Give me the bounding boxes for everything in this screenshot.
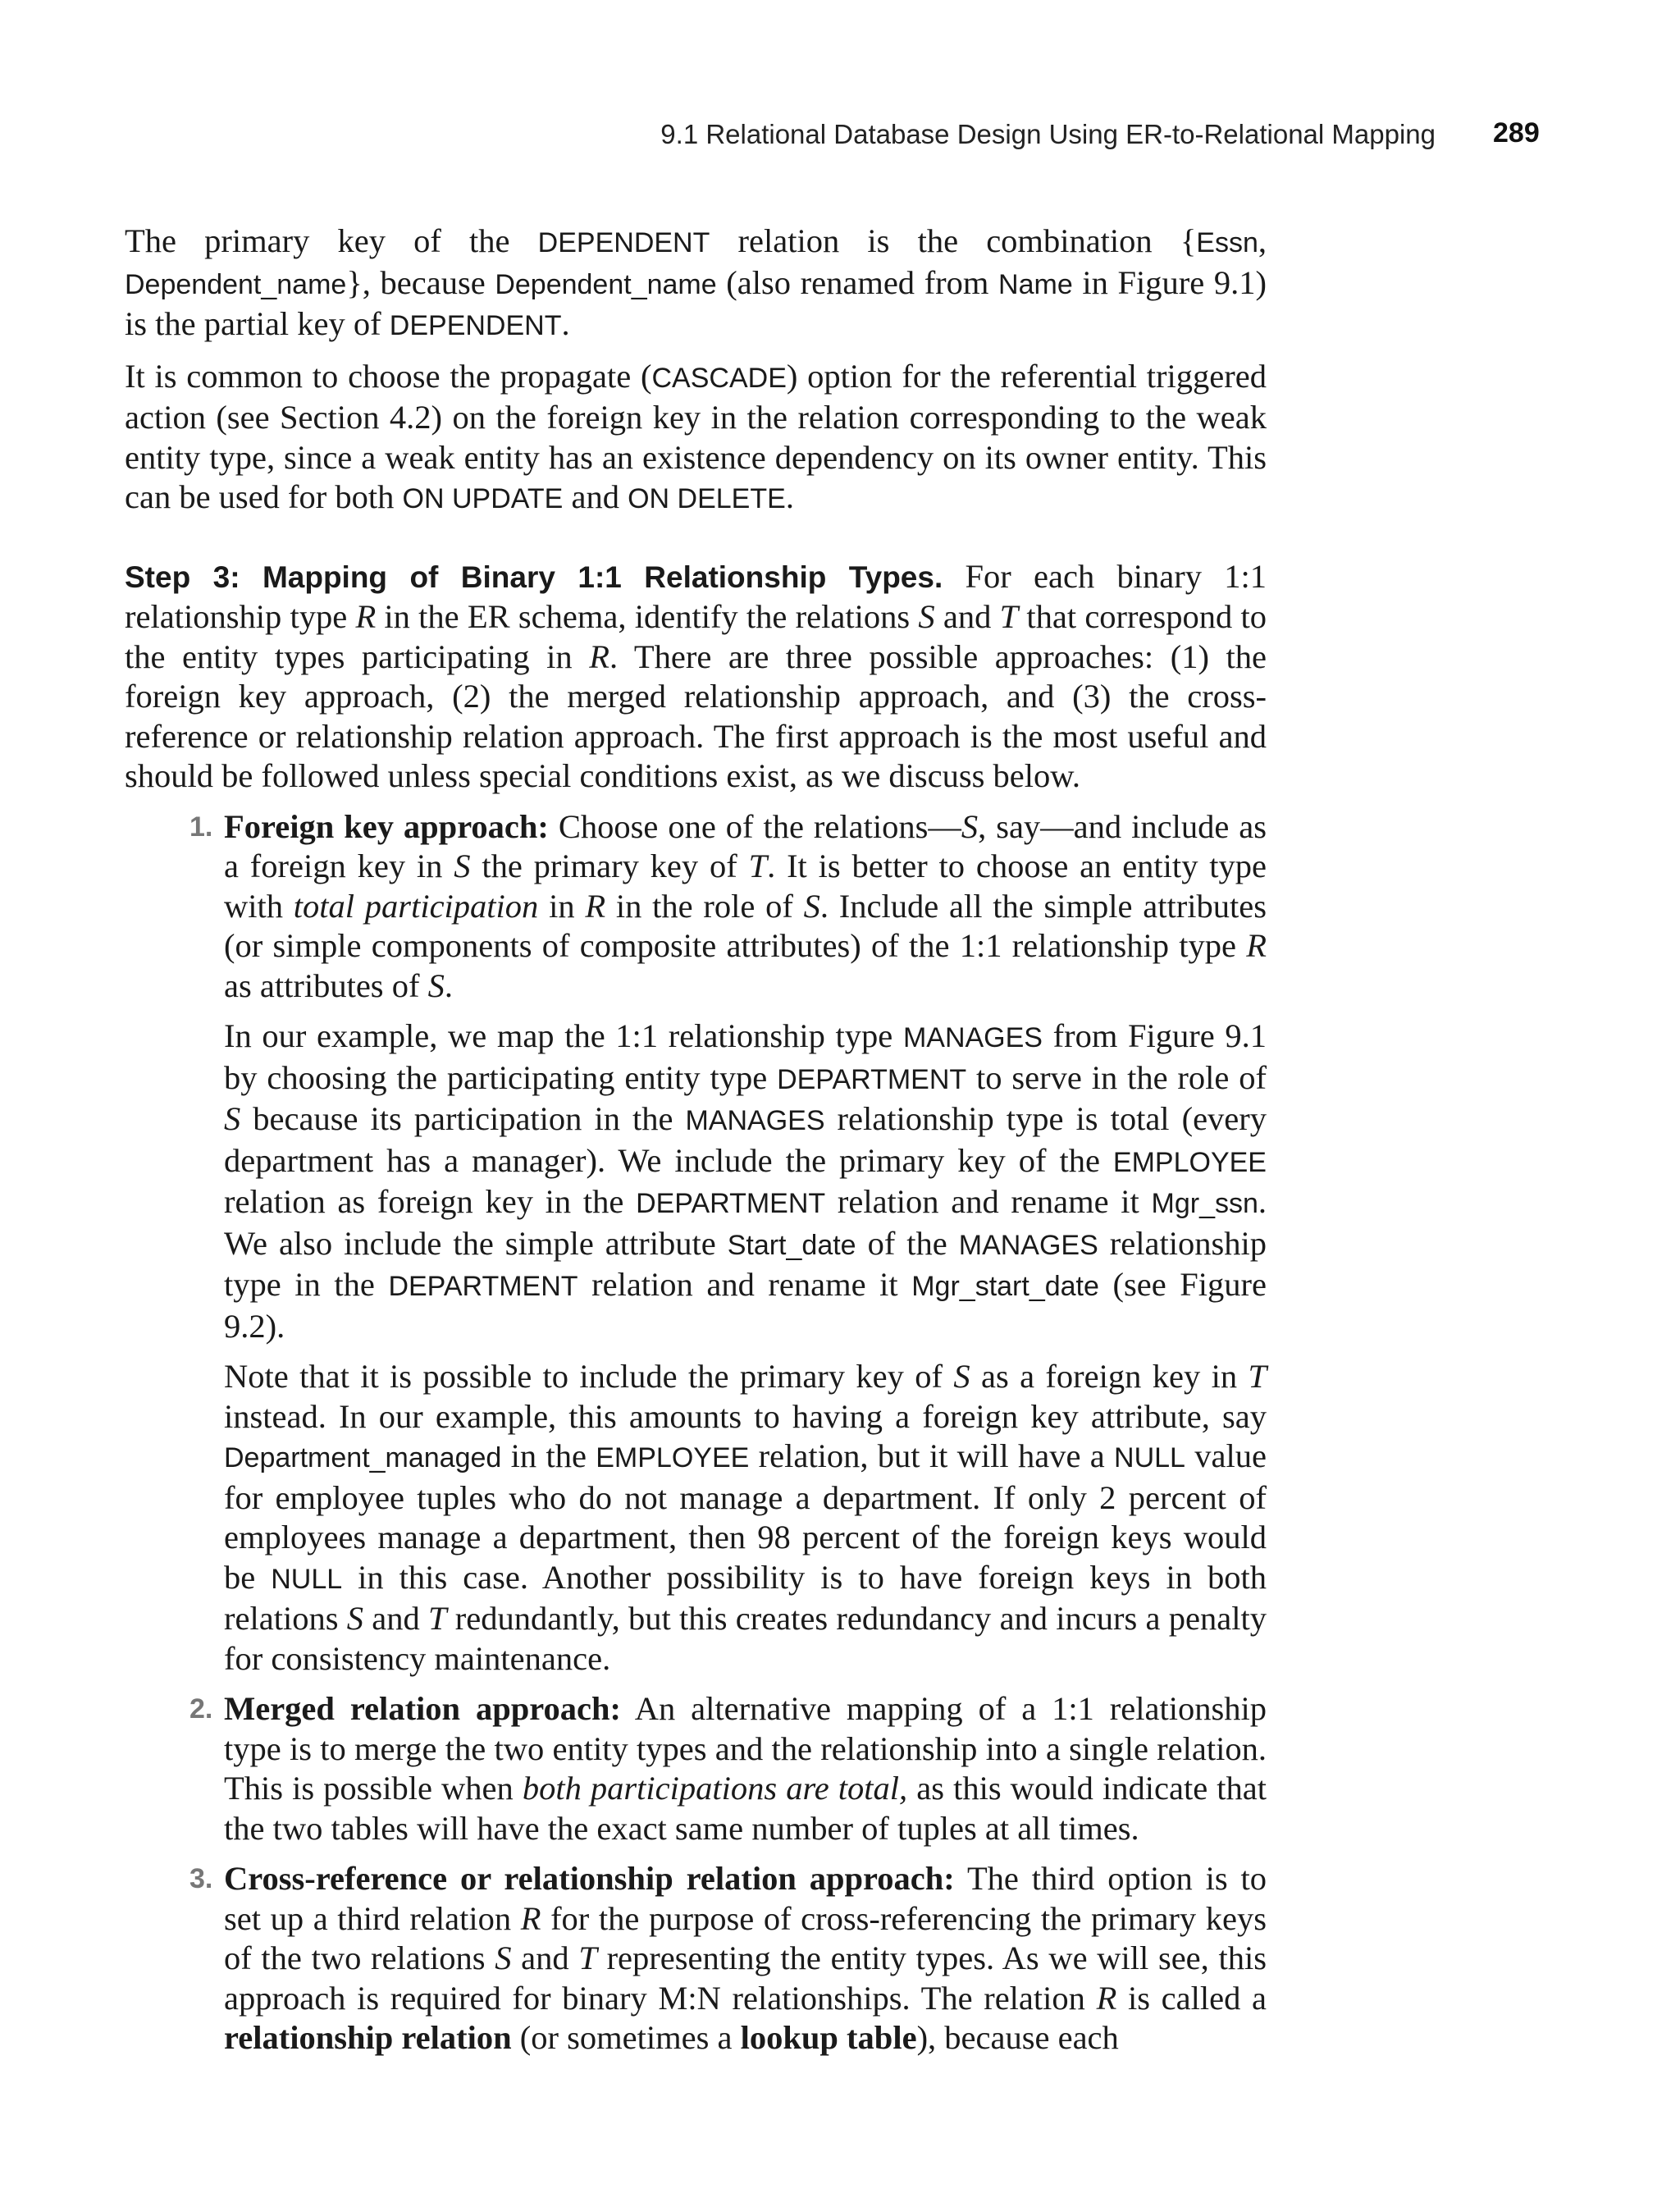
item-1-term: Foreign key approach: bbox=[224, 807, 549, 845]
page-number: 289 bbox=[1493, 117, 1540, 148]
step-3-heading: Step 3: Mapping of Binary 1:1 Relationship Types. bbox=[125, 560, 943, 594]
item-3-term: Cross-reference or relationship relation approach: bbox=[224, 1860, 955, 1897]
item-3-paragraph: Cross-reference or relationship relation approach: The third option is to set up a third relation R for the purpose of cross-referencing the primary keys of the two relations S and T representing the entity types. As we will see, this approach is required for binary M:N relationships. The relation R is called a relationship relation (or sometimes a lookup table), because each bbox=[224, 1860, 1267, 2056]
paragraph-cascade-option: It is common to choose the propagate (CASCADE) option for the referential triggered action (see Section 4.2) on the foreign key in the relation corresponding to the weak entity type, since a weak entity has an existence dependency on its owner entity. This can be used for both ON UPDATE and ON DELETE. bbox=[125, 357, 1267, 515]
list-item-merged-relation-approach bbox=[189, 1689, 1267, 1848]
item-2-term: Merged relation approach: bbox=[224, 1690, 622, 1727]
paragraph-dependent-key: The primary key of the DEPENDENT relation is the combination {Essn, Dependent_name}, because Dependent_name (also renamed from Name in Figure 9.1) is the partial key of DEPENDENT. bbox=[125, 222, 1267, 342]
running-head bbox=[0, 119, 1546, 150]
item-1-paragraph-3: Note that it is possible to include the primary key of S as a foreign key in T instead. In our example, this amounts to having a foreign key attribute, say Department_managed in the EMPLOYEE relation, but it will have a NULL value for employee tuples who do not manage a department. If only 2 percent of employees manage a department, then 98 percent of the foreign keys would be NULL in this case. Another possibility is to have foreign keys in both relations S and T redundantly, but this creates redundancy and incurs a penalty for consistency maintenance. bbox=[224, 1358, 1267, 1677]
paragraph-step-3: Step 3: Mapping of Binary 1:1 Relationship Types. For each binary 1:1 relationship type R in the ER schema, identify the relations S and T that correspond to the entity types participating in R. There are three possible approaches: (1) the foreign key approach, (2) the merged relationship approach, and (3) the cross-reference or relationship relation approach. The first approach is the most useful and should be followed unless special conditions exist, as we discuss below. bbox=[125, 557, 1267, 794]
item-2-paragraph: Merged relation approach: An alternative mapping of a 1:1 relationship type is to merge the two entity types and the relationship into a single relation. This is possible when both participations are total, as this would indicate that the two tables will have the exact same number of tuples at all times. bbox=[224, 1690, 1267, 1847]
item-1-paragraph-1: Foreign key approach: Choose one of the relations—S, say—and include as a foreign key in S the primary key of T. It is better to choose an entity type with total participation in R in the role of S. Include all the simple attributes (or simple components of composite attributes) of the 1:1 relationship type R as attributes of S. bbox=[224, 807, 1267, 1004]
list-item-cross-reference-approach bbox=[189, 1859, 1267, 2058]
list-item-number: 2. bbox=[189, 1693, 213, 1725]
list-item-number: 3. bbox=[189, 1863, 213, 1894]
list-item-number: 1. bbox=[189, 811, 213, 843]
running-head-title: 9.1 Relational Database Design Using ER-to-Relational Mapping bbox=[660, 119, 1436, 149]
approach-list bbox=[125, 807, 1267, 2058]
body-text bbox=[125, 222, 1267, 2069]
item-1-paragraph-2: In our example, we map the 1:1 relationship type MANAGES from Figure 9.1 by choosing the participating entity type DEPARTMENT to serve in the role of S because its participation in the MANAGES relationship type is total (every department has a manager). We include the primary key of the EMPLOYEE relation as foreign key in the DEPARTMENT relation and rename it Mgr_ssn. We also include the simple attribute Start_date of the MANAGES relationship type in the DEPARTMENT relation and rename it Mgr_start_date (see Figure 9.2). bbox=[224, 1017, 1267, 1345]
list-item-foreign-key-approach bbox=[189, 807, 1267, 1679]
